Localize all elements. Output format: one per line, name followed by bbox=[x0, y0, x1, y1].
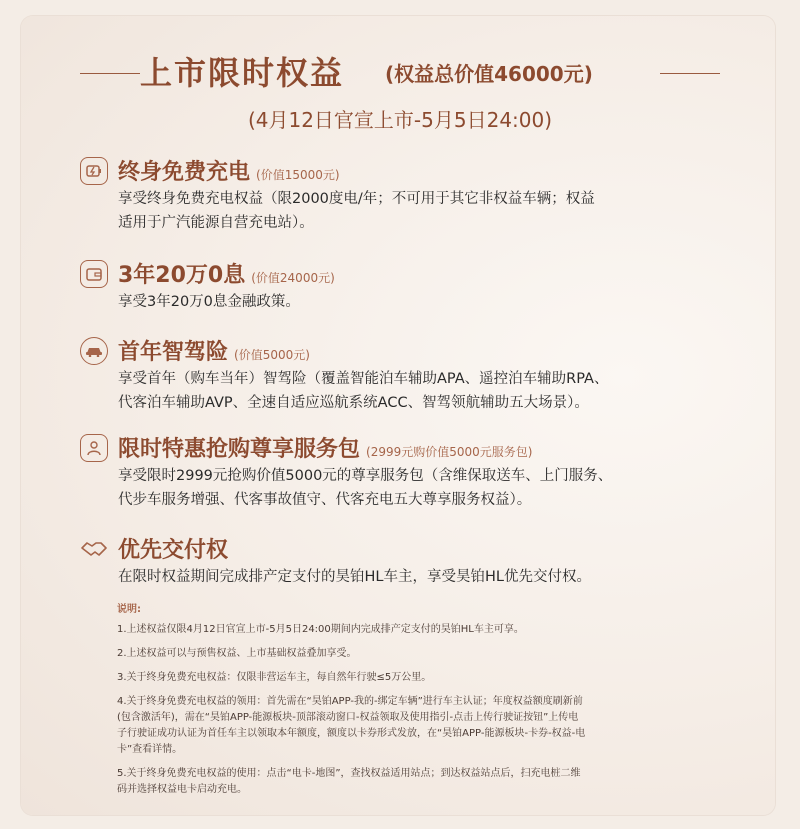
benefit-title: 限时特惠抢购尊享服务包 bbox=[118, 437, 361, 462]
notes-section bbox=[117, 602, 687, 806]
benefit-value: (价值5000元) bbox=[234, 348, 310, 362]
description-line: 享受限时2999元抢购价值5000元的尊享服务包（含维保取送车、上门服务、 bbox=[118, 468, 613, 484]
page-title: 上市限时权益 bbox=[140, 54, 345, 92]
benefit-title: 首年智驾险 bbox=[118, 340, 229, 365]
benefit-description bbox=[118, 367, 698, 415]
description-line: 代客泊车辅助AVP、全速自适应巡航系统ACC、智驾领航辅助五大场景）。 bbox=[118, 395, 589, 411]
description-line: 享受3年20万0息金融政策。 bbox=[118, 294, 300, 310]
title-row bbox=[0, 48, 800, 96]
note-line: 码并选择权益电卡启动充电。 bbox=[117, 784, 247, 795]
benefit-description bbox=[118, 464, 698, 512]
benefit-value: (价值15000元) bbox=[256, 168, 340, 182]
note-line: 2.上述权益可以与预售权益、上市基础权益叠加享受。 bbox=[117, 648, 357, 659]
title-left-divider bbox=[80, 73, 140, 74]
benefit-description bbox=[118, 187, 698, 235]
benefit-value: (价值24000元) bbox=[251, 271, 335, 285]
title-right-divider bbox=[660, 73, 720, 74]
note-line: 子行驶证成功认证为首任车主以领取本年额度，额度以卡券形式发放，在“昊铂APP-能源板块-卡券-权益-电 bbox=[117, 728, 586, 739]
note-line: 5.关于终身免费充电权益的使用：点击“电卡-地图”，查找权益适用站点；到达权益站点后，扫充电桩二维 bbox=[117, 768, 581, 779]
car-icon bbox=[80, 337, 108, 365]
wallet-icon bbox=[80, 260, 108, 288]
benefit-value: (2999元购价值5000元服务包) bbox=[366, 445, 533, 459]
note-line: 3.关于终身免费充电权益：仅限非营运车主，每自然年行驶≤5万公里。 bbox=[117, 672, 432, 683]
date-range: (4月12日官宣上市-5月5日24:00) bbox=[247, 108, 553, 132]
description-line: 享受终身免费充电权益（限2000度电/年；不可用于其它非权益车辆；权益 bbox=[118, 191, 595, 207]
note-item bbox=[117, 766, 687, 798]
note-line: 1.上述权益仅限4月12日官宣上市-5月5日24:00期间内完成排产定支付的昊铂HL车主可享。 bbox=[117, 624, 524, 635]
note-item bbox=[117, 622, 687, 638]
handshake-icon bbox=[80, 535, 108, 563]
note-item bbox=[117, 694, 687, 758]
total-value: (权益总价值46000元) bbox=[385, 62, 593, 86]
charging-icon bbox=[80, 157, 108, 185]
description-line: 适用于广汽能源自营充电站）。 bbox=[118, 215, 314, 231]
user-service-icon bbox=[80, 434, 108, 462]
benefit-title: 终身免费充电 bbox=[118, 160, 251, 185]
benefit-title: 3年20万0息 bbox=[118, 263, 246, 288]
benefit-heading bbox=[118, 432, 532, 463]
benefit-heading bbox=[118, 335, 310, 366]
benefit-description bbox=[118, 565, 698, 589]
description-line: 在限时权益期间完成排产定支付的昊铂HL车主，享受昊铂HL优先交付权。 bbox=[118, 569, 591, 585]
note-item bbox=[117, 670, 687, 686]
note-line: 4.关于终身免费充电权益的领用：首先需在“昊铂APP-我的-绑定车辆”进行车主认证；年度权益额度刷新前 bbox=[117, 696, 583, 707]
benefit-heading bbox=[118, 258, 335, 289]
benefit-description bbox=[118, 290, 698, 314]
description-line: 享受首年（购车当年）智驾险（覆盖智能泊车辅助APA、遥控泊车辅助RPA、 bbox=[118, 371, 609, 387]
note-line: (包含激活年)，需在“昊铂APP-能源板块-顶部滚动窗口-权益领取及使用指引-点击上传行驶证按钮”上传电 bbox=[117, 712, 579, 723]
benefit-heading bbox=[118, 155, 340, 186]
note-line: 卡”查看详情。 bbox=[117, 744, 183, 755]
description-line: 代步车服务增强、代客事故值守、代客充电五大尊享服务权益）。 bbox=[118, 492, 532, 508]
note-item bbox=[117, 646, 687, 662]
notes-title: 说明: bbox=[117, 604, 141, 615]
benefit-title: 优先交付权 bbox=[118, 538, 229, 563]
benefit-heading bbox=[118, 533, 228, 564]
